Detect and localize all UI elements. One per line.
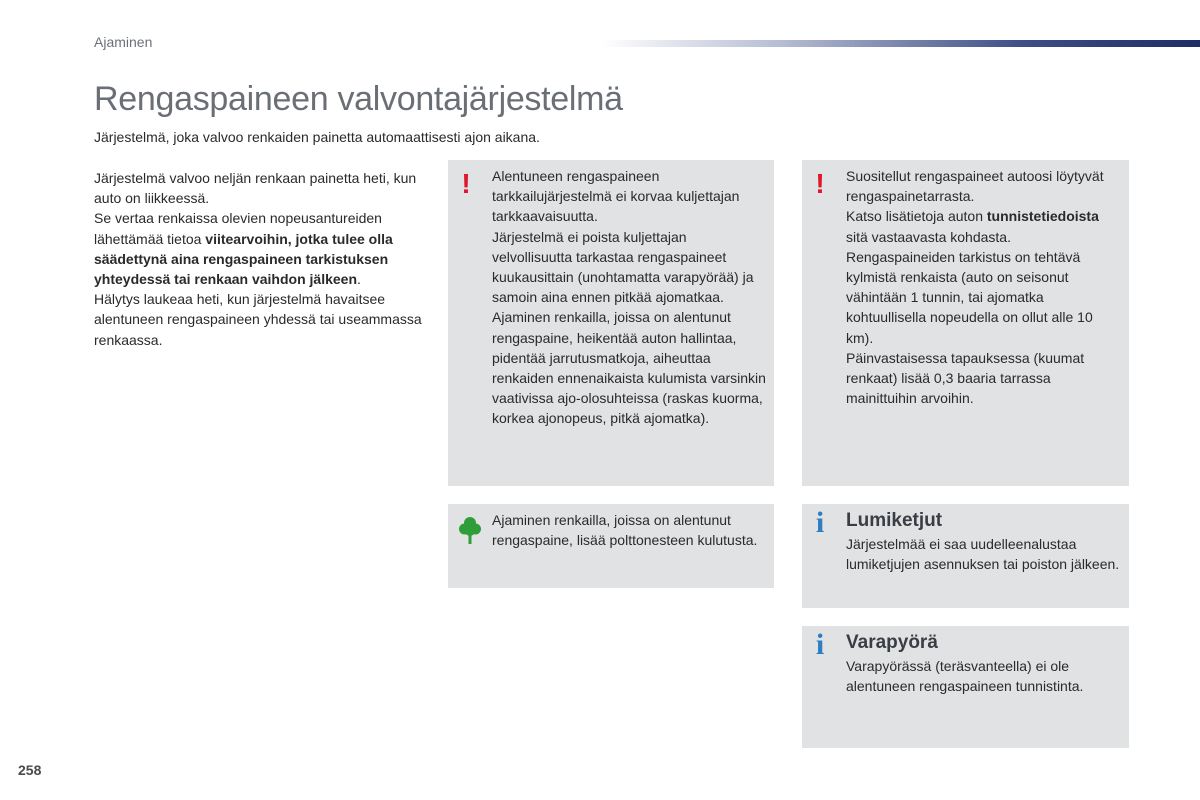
warning-box-2-paragraph: Rengaspaineiden tarkistus on tehtävä kylmistä renkaista (auto on seisonut vähintään 1 tunnin, tai ajomatka kohtuullisella nopeudella on ollut alle 10 km). [846,248,1093,346]
intro-line-2-bold: viitearvoihin, jotka tulee olla säädettynä aina rengaspaineen tarkistuksen yhteydessä tai renkaan vaihdon jälkeen [94,230,393,288]
info-box-title: Varapyörä [846,632,938,653]
info-box-spare-wheel [802,626,1129,748]
identification-link-text: tunnistetiedoista [986,208,1099,225]
header-bar [600,40,1200,47]
paragraph-text: Katso lisätietoja auton [846,208,987,225]
eco-box-fuel-consumption [448,504,774,588]
warning-box-2-paragraph [846,206,1121,246]
intro-text [94,168,424,350]
warning-box-2-paragraph: Päinvastaisessa tapauksessa (kuumat renkaat) lisää 0,3 baaria tarrassa mainittuihin arvoihin. [846,349,1085,407]
warning-box-2-paragraph: Suositellut rengaspaineet autoosi löytyvät rengaspainetarrasta. [846,168,1104,205]
intro-line-2 [94,208,424,289]
info-icon: i [815,506,825,539]
intro-line-3: Hälytys laukeaa heti, kun järjestelmä havaitsee alentuneen rengaspaineen yhdessä tai useammassa renkaassa. [94,291,422,348]
warning-box-driver-attention [448,160,774,486]
page-number: 258 [18,762,42,778]
info-box-snow-chains [802,504,1129,608]
warning-box-1-paragraph: Järjestelmä ei poista kuljettajan velvollisuutta tarkastaa rengaspaineet kuukausittain (unohtamatta varapyörää) ja samoin aina ennen pitkää ajomatkaa. [492,228,754,306]
tree-icon [459,516,481,551]
intro-line-1: Järjestelmä valvoo neljän renkaan painetta heti, kun auto on liikkeessä. [94,170,417,207]
section-label: Ajaminen [94,34,153,50]
warning-box-text [846,166,1121,408]
info-box-content [846,508,1121,574]
intro-line-2-text: Se vertaa renkaissa olevien nopeusantureiden lähettämää tietoa [94,210,382,247]
info-box-text: Järjestelmää ei saa uudelleenalustaa lumiketjujen asennuksen tai poiston jälkeen. [846,536,1120,573]
warning-icon: ! [461,168,471,199]
info-box-content [846,630,1121,696]
warning-box-text [492,166,766,429]
intro-line-2-end: . [357,271,361,288]
warning-box-1-paragraph: Alentuneen rengaspaineen tarkkailujärjestelmä ei korvaa kuljettajan tarkkaavaisuutta. [492,168,740,225]
page-subtitle: Järjestelmä, joka valvoo renkaiden painetta automaattisesti ajon aikana. [94,129,540,145]
info-box-text: Varapyörässä (teräsvanteella) ei ole alentuneen rengaspaineen tunnistinta. [846,658,1084,695]
page-title: Rengaspaineen valvontajärjestelmä [94,80,623,118]
info-icon: i [815,628,825,661]
eco-box-text: Ajaminen renkailla, joissa on alentunut rengaspaine, lisää polttonesteen kulutusta. [492,512,758,549]
warning-box-recommended-pressures [802,160,1129,486]
info-box-title: Lumiketjut [846,510,943,531]
warning-icon: ! [815,168,825,199]
paragraph-text: sitä vastaavasta kohdasta. [846,228,1011,245]
warning-box-1-paragraph: Ajaminen renkailla, joissa on alentunut rengaspaine, heikentää auton hallintaa, pidentää jarrutusmatkoja, aiheuttaa renkaiden ennenaikaista kulumista varsinkin vaativissa ajo-olosuhteissa (raskas kuorma, korkea ajonopeus, pitkä ajomatka). [492,309,766,427]
